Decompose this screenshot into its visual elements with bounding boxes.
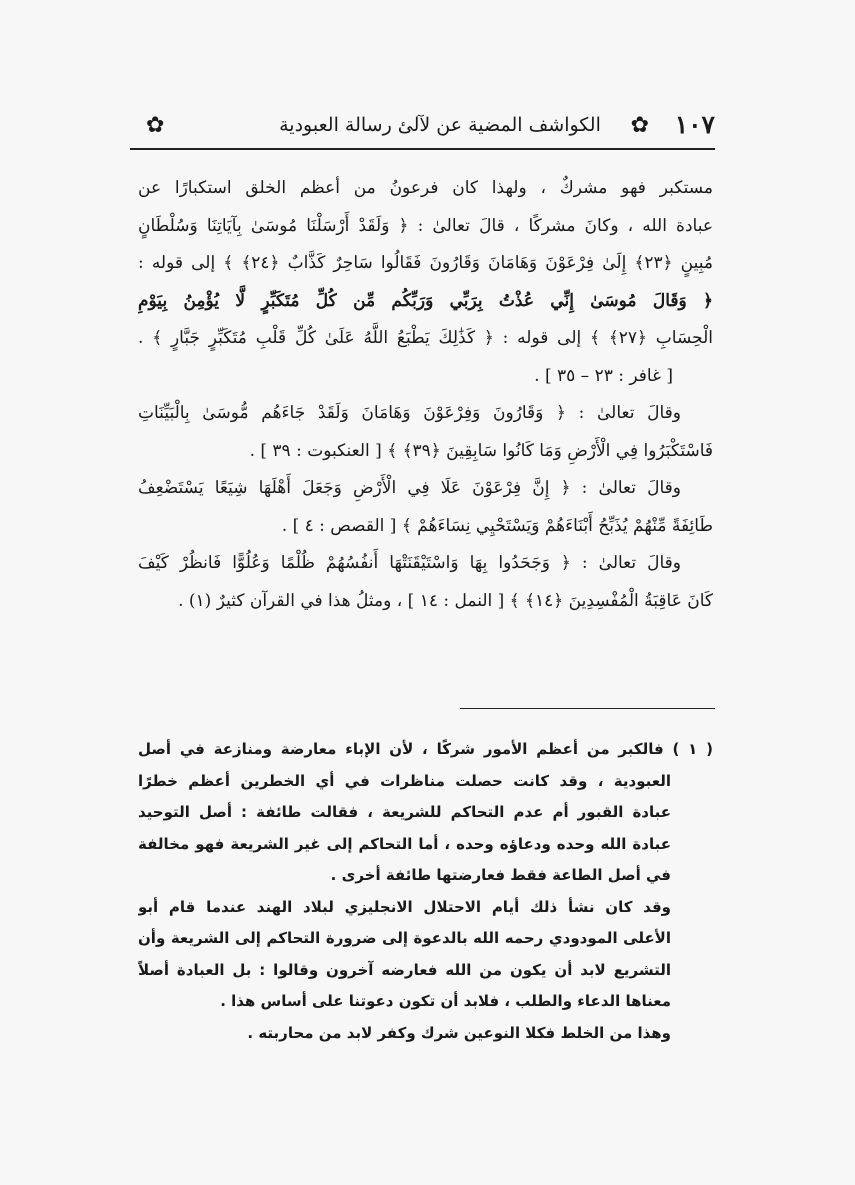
footnote-line: ( ١ ) فالكبر من أعظم الأمور شركًا ، لأن الإباء معارضة ومنازعة في أصل xyxy=(138,740,713,758)
text-line: عبادة الله ، وكانَ مشركًا ، قالَ تعالىٰ : ﴿ وَلَقَدْ أَرْسَلْنَا مُوسَىٰ بِآيَاتِنَا وَسُلْطَانٍ xyxy=(138,215,713,236)
text-line: مُبِينٍ ﴿٢٣﴾ إِلَىٰ فِرْعَوْنَ وَهَامَانَ وَقَارُونَ فَقَالُوا سَاحِرٌ كَذَّابٌ ﴿٢٤﴾ ﴾ إلى قوله : xyxy=(138,253,713,273)
footnote-line: التشريع لابد أن يكون من الله فعارضه آخرون وقالوا : بل العبادة أصلاً xyxy=(138,960,671,979)
page-header xyxy=(130,108,715,148)
text-line: طَائِفَةً مِّنْهُمْ يُذَبِّحُ أَبْنَاءَهُمْ وَيَسْتَحْيِي نِسَاءَهُمْ ﴾ [ القصص : ٤ ] . xyxy=(281,515,713,536)
text-line: وقالَ تعالىٰ : ﴿ إِنَّ فِرْعَوْنَ عَلَا فِي الْأَرْضِ وَجَعَلَ أَهْلَهَا شِيَعًا يَسْتَضْعِفُ xyxy=(138,478,681,498)
running-title: الكواشف المضية عن لآلئ رسالة العبودية xyxy=(279,114,601,136)
text-line: مستكبر فهو مشركٌ ، ولهذا كان فرعونُ من أعظم الخلق استكبارًا عن xyxy=(138,178,713,198)
footnote-line: الأعلى المودودي رحمه الله بالدعوة إلى ضرورة التحاكم إلى الشريعة وأن xyxy=(138,929,671,947)
footnote-line: معناها الدعاء والطلب ، فلابد أن تكون دعوتنا على أساس هذا . xyxy=(220,992,671,1010)
footnote-line: عبادة القبور أم عدم التحاكم للشريعة ، فقالت طائفة : أصل التوحيد xyxy=(138,803,671,821)
footnote-separator xyxy=(460,708,715,709)
text-line: فَاسْتَكْبَرُوا فِي الْأَرْضِ وَمَا كَانُوا سَابِقِينَ ﴿٣٩﴾ ﴾ [ العنكبوت : ٣٩ ] . xyxy=(249,440,713,461)
verse-reference: [ غافر : ٢٣ – ٣٥ ] . xyxy=(534,365,673,386)
footnote-line: وقد كان نشأ ذلك أيام الاحتلال الانجليزي لبلاد الهند عندما قام أبو xyxy=(138,897,671,916)
quran-verse-line: ﴿ وَقَالَ مُوسَىٰ إِنِّي عُذْتُ بِرَبِّي وَرَبِّكُم مِّن كُلِّ مُتَكَبِّرٍ لَّا يُؤْمِنُ بِيَوْمِ xyxy=(138,290,713,311)
footnotes xyxy=(138,734,713,1049)
footnote-line: في أصل الطاعة فقط فعارضتها طائفة أخرى . xyxy=(330,866,671,884)
text-line: وقالَ تعالىٰ : ﴿ وَجَحَدُوا بِهَا وَاسْتَيْقَنَتْهَا أَنفُسُهُمْ ظُلْمًا وَعُلُوًّا فَانظُرْ كَيْفَ xyxy=(138,553,681,573)
page-number: ١٠٧ xyxy=(674,110,715,139)
main-text xyxy=(138,170,713,620)
text-line: وقالَ تعالىٰ : ﴿ وَقَارُونَ وَفِرْعَوْنَ وَهَامَانَ وَلَقَدْ جَاءَهُم مُّوسَىٰ بِالْبَيِّنَاتِ xyxy=(138,403,681,423)
footnote-line: وهذا من الخلط فكلا النوعين شرك وكفر لابد من محاربته . xyxy=(247,1023,671,1042)
ornament-left-icon: ✿ xyxy=(146,113,165,138)
ornament-right-icon: ✿ xyxy=(630,113,649,138)
header-rule xyxy=(130,148,715,150)
text-line: كَانَ عَاقِبَةُ الْمُفْسِدِينَ ﴿١٤﴾ ﴾ [ النمل : ١٤ ] ، ومثلُ هذا في القرآن كثيرٌ (١) . xyxy=(178,590,713,611)
footnote-line: عبادة الله وحده ودعاؤه وحده ، أما التحاكم إلى غير الشريعة فهو مخالفة xyxy=(138,834,671,853)
text-line: الْحِسَابِ ﴿٢٧﴾ ﴾ إلى قوله : ﴿ كَذَٰلِكَ يَطْبَعُ اللَّهُ عَلَىٰ كُلِّ قَلْبِ مُتَكَبِّرٍ جَبَّارٍ ﴾ . xyxy=(138,328,713,348)
footnote-line: العبودية ، وقد كانت حصلت مناظرات في أي الخطرين أعظم خطرًا xyxy=(138,771,671,790)
